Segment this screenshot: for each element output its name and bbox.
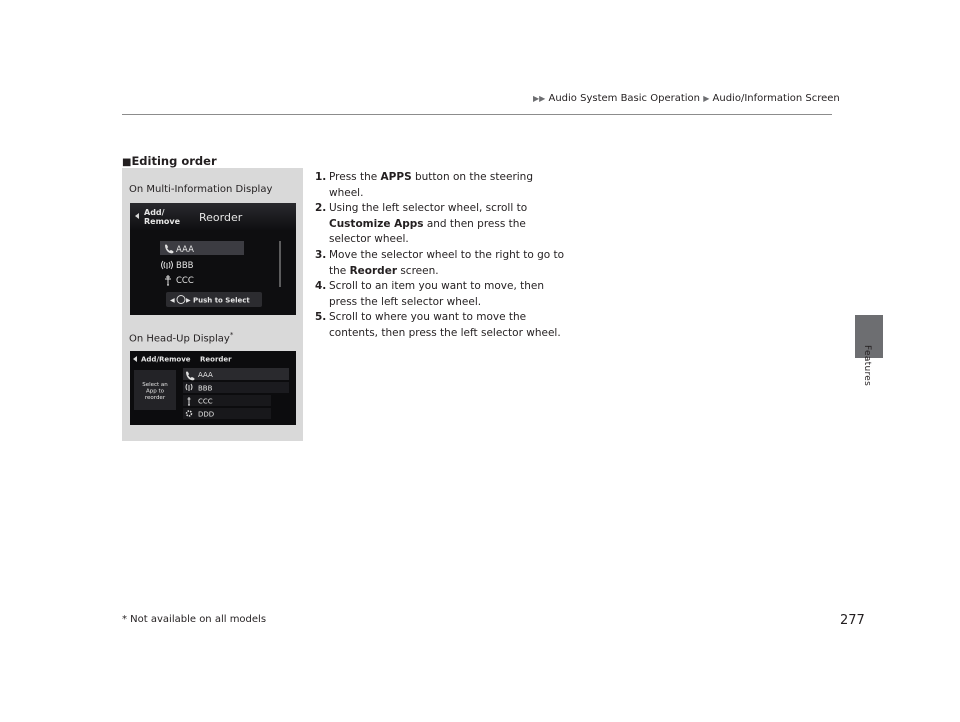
step-3 [315, 248, 565, 279]
hud-back-arrow-icon [133, 356, 137, 362]
step-keyword: Reorder [349, 264, 397, 277]
radio-icon [162, 261, 173, 269]
mid-hint: Push to Select [193, 296, 250, 305]
step-text-end: button on the steering wheel. [329, 171, 533, 199]
scroll-hint-icon-right: ▶ [186, 297, 191, 304]
mid-item-3: CCC [176, 276, 194, 286]
step-number: 5. [315, 311, 327, 324]
step-number: 2. [315, 202, 327, 215]
mid-item-1: AAA [176, 245, 194, 255]
mid-back-line1: Add/ [144, 208, 165, 217]
hud-row-4 [183, 408, 271, 419]
step-keyword: APPS [380, 171, 412, 183]
step-5 [315, 310, 565, 341]
step-text-end: and then press the selector wheel. [329, 217, 526, 246]
header-divider [122, 114, 832, 115]
hud-item-2: BBB [198, 384, 213, 393]
hud-item-4: DDD [198, 410, 215, 419]
step-text: Scroll to where you want to move the contents, then press the left selector wheel. [329, 311, 561, 339]
hud-right-title: Reorder [200, 355, 232, 364]
page-number: 277 [840, 613, 865, 628]
mid-screen-graphic [130, 203, 296, 315]
heading-square-icon: ■ [122, 157, 132, 168]
step-text: Move the selector wheel to the right to go to the [329, 248, 565, 277]
step-number: 1. [315, 171, 327, 183]
hud-asterisk: * [229, 331, 234, 339]
usb-icon [165, 275, 171, 285]
hud-left-title: Add/Remove [141, 355, 191, 364]
step-number: 3. [315, 248, 327, 261]
breadcrumb-arrow-icon: ▶▶ [533, 94, 546, 103]
step-1 [315, 170, 565, 201]
hud-label-text: On Head-Up Display [129, 333, 230, 345]
scroll-hint-icon: ◀ [170, 297, 175, 304]
step-text: Scroll to an item you want to move, then press the left selector wheel. [329, 280, 545, 308]
breadcrumb-item-audio-basic[interactable]: Audio System Basic Operation [548, 93, 700, 104]
footnote: * Not available on all models [122, 614, 267, 625]
hud-prompt-line2: App to [145, 388, 165, 395]
hud-item-3: CCC [198, 397, 213, 406]
section-heading-text: Editing order [131, 154, 217, 168]
mid-back-line2: Remove [144, 217, 181, 226]
hud-screen-graphic [130, 351, 296, 425]
step-text-end: screen. [397, 264, 439, 277]
hud-item-1: AAA [198, 371, 213, 379]
step-2 [315, 201, 565, 248]
hud-prompt-line1: Select an [142, 382, 168, 388]
mid-label: On Multi-Information Display [129, 184, 273, 195]
instruction-steps [315, 170, 565, 342]
step-text: Using the left selector wheel, scroll to [329, 202, 528, 215]
mid-title: Reorder [199, 211, 243, 224]
section-tab-label: Features [862, 345, 872, 387]
step-number: 4. [315, 280, 327, 293]
hud-label [129, 331, 233, 344]
breadcrumb-arrow-icon: ▶ [703, 94, 710, 103]
hud-row-3 [183, 395, 271, 406]
head-up-display-screen [130, 351, 296, 425]
breadcrumb [533, 93, 840, 104]
hud-prompt-line3: reorder [144, 395, 166, 401]
section-heading [122, 154, 217, 168]
step-keyword: Customize Apps [329, 217, 424, 230]
multi-info-display-screen [130, 203, 296, 315]
step-4 [315, 279, 565, 310]
breadcrumb-item-audio-info-screen[interactable]: Audio/Information Screen [712, 93, 840, 104]
step-text: Press the [329, 171, 381, 183]
mid-item-2: BBB [176, 261, 194, 271]
